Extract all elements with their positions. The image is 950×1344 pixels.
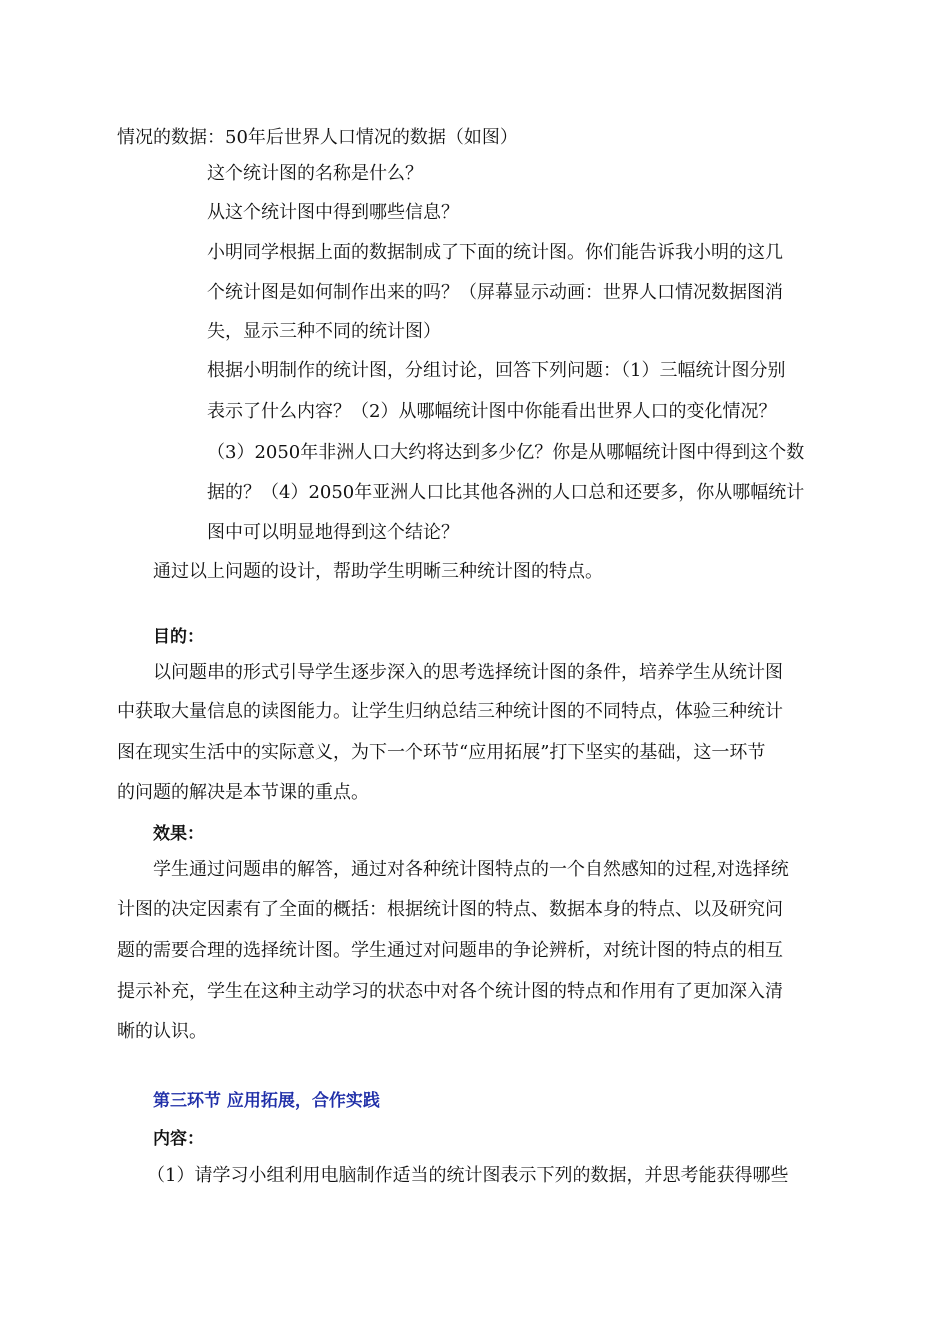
question-line: 这个统计图的名称是什么？ xyxy=(207,163,423,184)
content-heading: 内容： xyxy=(153,1129,204,1149)
question-line: 失，显示三种不同的统计图） xyxy=(207,321,441,342)
effect-heading: 效果： xyxy=(153,824,204,844)
question-line: 根据小明制作的统计图，分组讨论，回答下列问题：（1）三幅统计图分别 xyxy=(207,360,786,381)
purpose-line: 的问题的解决是本节课的重点。 xyxy=(117,782,369,803)
section-heading: 第三环节 应用拓展，合作实践 xyxy=(153,1091,380,1111)
effect-line: 学生通过问题串的解答，通过对各种统计图特点的一个自然感知的过程,对选择统 xyxy=(153,859,789,880)
question-line: 图中可以明显地得到这个结论？ xyxy=(207,522,459,543)
effect-line: 提示补充，学生在这种主动学习的状态中对各个统计图的特点和作用有了更加深入清 xyxy=(117,981,783,1002)
effect-line: 题的需要合理的选择统计图。学生通过对问题串的争论辨析，对统计图的特点的相互 xyxy=(117,940,783,961)
question-line: （3）2050年非洲人口大约将达到多少亿？你是从哪幅统计图中得到这个数 xyxy=(207,442,805,463)
purpose-line: 以问题串的形式引导学生逐步深入的思考选择统计图的条件，培养学生从统计图 xyxy=(153,662,783,683)
content-line: （1）请学习小组利用电脑制作适当的统计图表示下列的数据，并思考能获得哪些 xyxy=(147,1165,789,1186)
effect-line: 计图的决定因素有了全面的概括：根据统计图的特点、数据本身的特点、以及研究问 xyxy=(117,899,783,920)
question-line: 从这个统计图中得到哪些信息？ xyxy=(207,202,459,223)
purpose-heading: 目的： xyxy=(153,627,204,647)
question-line: 据的？（4）2050年亚洲人口比其他各洲的人口总和还要多，你从哪幅统计 xyxy=(207,482,805,503)
effect-line: 晰的认识。 xyxy=(117,1021,207,1042)
purpose-line: 中获取大量信息的读图能力。让学生归纳总结三种统计图的不同特点，体验三种统计 xyxy=(117,701,783,722)
question-line: 个统计图是如何制作出来的吗？（屏幕显示动画：世界人口情况数据图消 xyxy=(207,282,783,303)
purpose-line: 图在现实生活中的实际意义，为下一个环节“应用拓展”打下坚实的基础，这一环节 xyxy=(117,742,766,763)
question-line: 小明同学根据上面的数据制成了下面的统计图。你们能告诉我小明的这几 xyxy=(207,242,783,263)
question-line: 表示了什么内容？（2）从哪幅统计图中你能看出世界人口的变化情况？ xyxy=(207,401,777,422)
summary-line: 通过以上问题的设计，帮助学生明晰三种统计图的特点。 xyxy=(153,561,603,582)
intro-line: 情况的数据：50年后世界人口情况的数据（如图） xyxy=(117,127,518,148)
